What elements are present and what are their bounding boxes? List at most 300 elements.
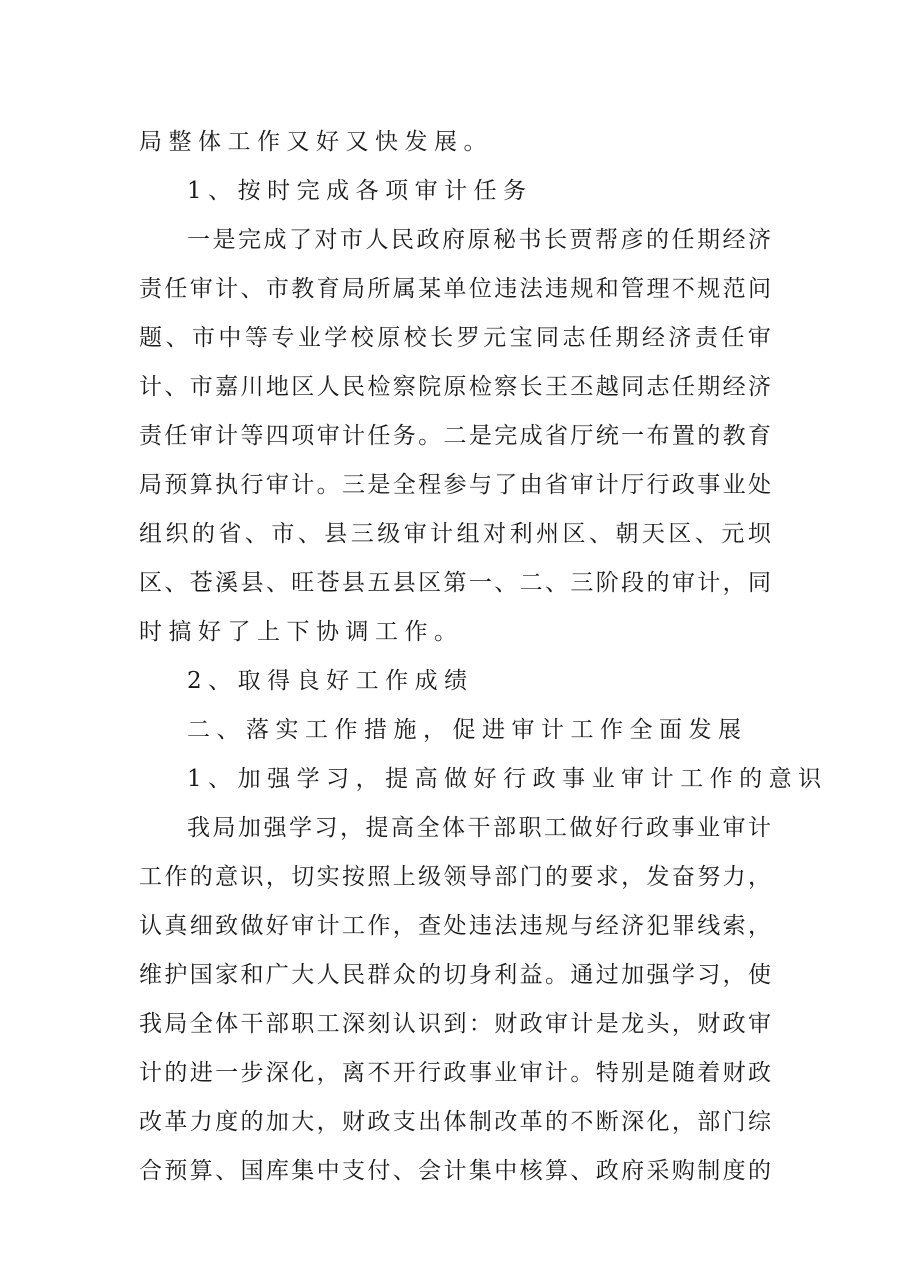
- glyph: 三: [342, 472, 365, 498]
- glyph: 线: [697, 913, 721, 939]
- glyph: 照: [367, 864, 391, 890]
- glyph: 意: [768, 766, 792, 792]
- glyph: 与: [570, 913, 594, 939]
- glyph: 丕: [570, 374, 594, 400]
- glyph: 和: [595, 276, 619, 302]
- glyph: 识: [240, 864, 264, 890]
- glyph: 求: [595, 864, 619, 890]
- glyph: 是: [212, 227, 236, 253]
- glyph: 施: [393, 717, 417, 743]
- glyph: 、: [165, 325, 189, 351]
- glyph: 计: [215, 423, 239, 449]
- glyph: 发: [646, 864, 670, 890]
- glyph: 调: [345, 619, 369, 645]
- glyph: 众: [392, 962, 416, 988]
- glyph: 长: [544, 227, 567, 253]
- glyph: 同: [536, 325, 560, 351]
- glyph: 业: [297, 325, 321, 351]
- glyph: 实: [275, 717, 299, 743]
- glyph: 越: [595, 374, 619, 400]
- glyph: 计: [748, 815, 771, 841]
- glyph: 教: [722, 423, 746, 449]
- glyph: ，: [671, 1011, 695, 1037]
- glyph: 提: [385, 766, 409, 792]
- glyph: 县: [240, 570, 264, 596]
- glyph: 政: [595, 1158, 619, 1184]
- glyph: 利: [509, 521, 533, 547]
- glyph: 集: [291, 1158, 315, 1184]
- glyph: 、: [265, 570, 289, 596]
- glyph: 深: [342, 1011, 365, 1037]
- glyph: 习: [697, 962, 721, 988]
- glyph: 志: [646, 374, 670, 400]
- glyph: 群: [367, 962, 391, 988]
- glyph: 是: [468, 423, 492, 449]
- glyph: 置: [671, 423, 695, 449]
- glyph: 展: [718, 717, 741, 743]
- glyph: 身: [468, 962, 492, 988]
- glyph: 中: [494, 1158, 518, 1184]
- glyph: 导: [468, 864, 492, 890]
- glyph: 业: [722, 472, 746, 498]
- glyph: 领: [443, 864, 467, 890]
- glyph: 好: [265, 913, 289, 939]
- glyph: 支: [342, 1158, 365, 1184]
- glyph: 长: [519, 374, 543, 400]
- glyph: 市: [340, 227, 363, 253]
- glyph: 查: [418, 913, 442, 939]
- glyph: ，: [316, 1109, 340, 1135]
- glyph: 单: [443, 276, 467, 302]
- glyph: 府: [442, 227, 465, 253]
- glyph: 题: [139, 325, 162, 351]
- glyph: 发: [404, 129, 428, 155]
- glyph: 程: [418, 472, 442, 498]
- glyph: 地: [265, 374, 289, 400]
- glyph: 下: [286, 619, 310, 645]
- glyph: 计: [545, 1060, 568, 1086]
- glyph: 处: [748, 472, 771, 498]
- glyph: 、: [545, 570, 568, 596]
- glyph: 刻: [367, 1011, 391, 1037]
- text-line: [139, 363, 771, 412]
- glyph: 又: [286, 129, 310, 155]
- glyph: 强: [267, 766, 291, 792]
- glyph: 维: [139, 962, 162, 988]
- glyph: ，: [671, 1109, 695, 1135]
- glyph: 事: [671, 815, 695, 841]
- glyph: 部: [493, 815, 516, 841]
- glyph: 计: [342, 423, 365, 449]
- glyph: 工: [355, 668, 379, 694]
- glyph: 行: [646, 472, 670, 498]
- glyph: 专: [271, 325, 295, 351]
- glyph: 的: [545, 1109, 568, 1135]
- glyph: 审: [621, 766, 645, 792]
- glyph: 会: [418, 1158, 442, 1184]
- glyph: 政: [416, 227, 440, 253]
- glyph: 作: [164, 864, 188, 890]
- glyph: 学: [289, 815, 312, 841]
- glyph: 务: [392, 423, 416, 449]
- glyph: 人: [365, 227, 389, 253]
- glyph: 法: [519, 276, 543, 302]
- glyph: 县: [324, 521, 348, 547]
- glyph: 济: [748, 374, 771, 400]
- glyph: 了: [289, 227, 312, 253]
- glyph: 革: [164, 1109, 188, 1135]
- glyph: 川: [240, 374, 264, 400]
- glyph: 秘: [493, 227, 516, 253]
- glyph: 工: [227, 129, 251, 155]
- glyph: 的: [748, 1158, 771, 1184]
- glyph: 计: [697, 570, 721, 596]
- glyph: ，: [316, 1060, 340, 1086]
- text-line: [139, 461, 771, 510]
- glyph: 校: [403, 325, 427, 351]
- glyph: 阶: [595, 570, 619, 596]
- glyph: 财: [342, 1109, 365, 1135]
- glyph: 任: [671, 374, 695, 400]
- glyph: 审: [189, 423, 213, 449]
- glyph: 组: [139, 521, 162, 547]
- glyph: 厅: [570, 423, 594, 449]
- glyph: 区: [668, 521, 692, 547]
- glyph: 上: [257, 619, 280, 645]
- glyph: 织: [165, 521, 189, 547]
- glyph: 。: [463, 129, 487, 155]
- glyph: 学: [671, 962, 695, 988]
- glyph: 苍: [189, 570, 213, 596]
- glyph: 长: [430, 325, 454, 351]
- glyph: 旺: [291, 570, 315, 596]
- glyph: 一: [215, 1060, 239, 1086]
- glyph: 对: [483, 521, 507, 547]
- glyph: 按: [237, 178, 261, 204]
- glyph: 计: [650, 766, 674, 792]
- glyph: 规: [697, 276, 721, 302]
- glyph: 执: [215, 472, 239, 498]
- glyph: 计: [215, 276, 239, 302]
- text-line: [139, 118, 771, 167]
- glyph: 、: [694, 521, 718, 547]
- glyph: 朝: [615, 521, 639, 547]
- glyph: 民: [342, 962, 365, 988]
- glyph: 苍: [316, 570, 340, 596]
- glyph: 审: [671, 570, 695, 596]
- glyph: 切: [291, 864, 315, 890]
- glyph: 完: [296, 178, 320, 204]
- glyph: 好: [326, 668, 350, 694]
- glyph: 、: [297, 521, 321, 547]
- glyph: 所: [367, 276, 391, 302]
- glyph: 、: [164, 570, 188, 596]
- glyph: 干: [467, 815, 491, 841]
- glyph: 索: [722, 913, 746, 939]
- glyph: 。: [316, 472, 340, 498]
- glyph: 原: [443, 374, 467, 400]
- glyph: 作: [600, 717, 623, 743]
- glyph: 学: [324, 325, 348, 351]
- glyph: 规: [570, 276, 594, 302]
- glyph: 区: [418, 570, 442, 596]
- glyph: ，: [748, 913, 771, 939]
- glyph: 坝: [747, 521, 771, 547]
- glyph: 行: [620, 815, 644, 841]
- glyph: 财: [494, 1011, 518, 1037]
- glyph: 政: [646, 815, 669, 841]
- glyph: 深: [265, 1060, 289, 1086]
- glyph: 审: [414, 178, 438, 204]
- glyph: 范: [722, 276, 746, 302]
- glyph: 违: [519, 913, 543, 939]
- glyph: 育: [748, 423, 771, 449]
- glyph: 改: [139, 1109, 162, 1135]
- glyph: 局: [212, 815, 236, 841]
- glyph: 加: [621, 962, 645, 988]
- glyph: 的: [646, 570, 670, 596]
- glyph: 随: [671, 1060, 695, 1086]
- glyph: 做: [569, 815, 593, 841]
- glyph: 事: [697, 472, 721, 498]
- glyph: 要: [570, 864, 594, 890]
- glyph: 、: [215, 1158, 239, 1184]
- glyph: 学: [296, 766, 320, 792]
- glyph: 努: [697, 864, 721, 890]
- glyph: 对: [314, 227, 338, 253]
- glyph: 政: [367, 1109, 391, 1135]
- glyph: 好: [473, 766, 497, 792]
- glyph: 区: [291, 374, 315, 400]
- glyph: 人: [316, 374, 340, 400]
- glyph: 的: [545, 864, 568, 890]
- glyph: 强: [646, 962, 670, 988]
- glyph: 志: [562, 325, 586, 351]
- glyph: 使: [748, 962, 771, 988]
- text-line: [139, 804, 771, 853]
- glyph: 段: [621, 570, 645, 596]
- glyph: 局: [139, 129, 162, 155]
- glyph: 不: [671, 276, 695, 302]
- glyph: 局: [342, 276, 365, 302]
- glyph: 政: [671, 472, 695, 498]
- glyph: 全: [416, 815, 440, 841]
- glyph: 书: [518, 227, 542, 253]
- glyph: 协: [316, 619, 339, 645]
- glyph: 二: [519, 570, 543, 596]
- glyph: 改: [494, 1109, 518, 1135]
- glyph: 行: [418, 1060, 442, 1086]
- glyph: 、: [208, 178, 232, 204]
- glyph: 家: [215, 962, 239, 988]
- glyph: 政: [722, 1011, 746, 1037]
- glyph: 特: [595, 1060, 619, 1086]
- glyph: 作: [367, 913, 391, 939]
- glyph: 违: [545, 276, 568, 302]
- glyph: 育: [316, 276, 340, 302]
- glyph: 宝: [509, 325, 533, 351]
- glyph: 局: [164, 1011, 188, 1037]
- text-line: [139, 412, 771, 461]
- glyph: 计: [316, 913, 340, 939]
- glyph: 察: [494, 374, 518, 400]
- text-line: [139, 608, 771, 657]
- glyph: 真: [164, 913, 188, 939]
- text-line: [139, 559, 771, 608]
- glyph: 预: [164, 1158, 188, 1184]
- glyph: 责: [694, 325, 718, 351]
- glyph: 任: [671, 227, 695, 253]
- glyph: ，: [340, 815, 363, 841]
- glyph: 作: [404, 619, 428, 645]
- glyph: 是: [367, 472, 391, 498]
- glyph: 审: [747, 325, 771, 351]
- text-line: [139, 902, 771, 951]
- glyph: 高: [414, 766, 438, 792]
- glyph: 是: [646, 1060, 670, 1086]
- glyph: 体: [215, 1011, 239, 1037]
- glyph: 财: [697, 1011, 721, 1037]
- glyph: 1: [187, 766, 202, 792]
- glyph: 力: [189, 1109, 213, 1135]
- glyph: ，: [722, 570, 746, 596]
- glyph: 务: [503, 178, 527, 204]
- glyph: 市: [265, 276, 289, 302]
- glyph: 绩: [444, 668, 468, 694]
- glyph: ，: [722, 962, 746, 988]
- glyph: 制: [468, 1109, 492, 1135]
- glyph: 作: [385, 668, 409, 694]
- glyph: 意: [215, 864, 239, 890]
- glyph: 认: [392, 1011, 416, 1037]
- text-line: [139, 706, 771, 755]
- glyph: 政: [443, 1060, 467, 1086]
- glyph: 化: [291, 1060, 315, 1086]
- glyph: 时: [267, 178, 291, 204]
- glyph: 利: [494, 962, 518, 988]
- glyph: 违: [494, 276, 518, 302]
- glyph: 了: [494, 472, 518, 498]
- glyph: 习: [314, 815, 338, 841]
- glyph: 罗: [456, 325, 480, 351]
- glyph: 细: [189, 913, 213, 939]
- text-line: [139, 657, 771, 706]
- glyph: 完: [494, 423, 518, 449]
- glyph: 二: [443, 423, 467, 449]
- glyph: 算: [189, 1158, 213, 1184]
- glyph: 济: [748, 227, 771, 253]
- glyph: 出: [418, 1109, 442, 1135]
- glyph: 政: [532, 766, 556, 792]
- glyph: 强: [263, 815, 287, 841]
- glyph: 。: [570, 1060, 594, 1086]
- glyph: 、: [494, 570, 518, 596]
- glyph: 事: [562, 766, 586, 792]
- glyph: 度: [722, 1158, 746, 1184]
- glyph: 、: [208, 766, 232, 792]
- glyph: 王: [545, 374, 568, 400]
- glyph: 落: [246, 717, 269, 743]
- glyph: 市: [191, 325, 215, 351]
- glyph: 断: [595, 1109, 619, 1135]
- glyph: 作: [334, 717, 358, 743]
- glyph: 通: [570, 962, 594, 988]
- glyph: 审: [545, 1011, 568, 1037]
- glyph: 等: [240, 423, 264, 449]
- glyph: 检: [367, 374, 391, 400]
- glyph: 元: [483, 325, 507, 351]
- glyph: 合: [139, 1158, 162, 1184]
- glyph: 措: [364, 717, 387, 743]
- glyph: 民: [391, 227, 414, 253]
- glyph: 的: [418, 962, 442, 988]
- text-line: [139, 951, 771, 1000]
- glyph: 行: [503, 766, 527, 792]
- glyph: 不: [570, 1109, 594, 1135]
- glyph: 加: [238, 815, 261, 841]
- glyph: 、: [164, 374, 188, 400]
- glyph: 的: [164, 1060, 188, 1086]
- glyph: 工: [342, 913, 365, 939]
- glyph: 工: [375, 619, 398, 645]
- glyph: 不: [367, 1060, 391, 1086]
- glyph: 期: [615, 325, 639, 351]
- glyph: 溪: [215, 570, 239, 596]
- glyph: 二: [187, 717, 210, 743]
- glyph: 力: [722, 864, 746, 890]
- glyph: 加: [265, 1109, 289, 1135]
- glyph: 展: [434, 129, 457, 155]
- glyph: 法: [494, 913, 518, 939]
- glyph: ，: [392, 913, 416, 939]
- glyph: 和: [240, 962, 264, 988]
- glyph: 一: [621, 423, 645, 449]
- glyph: 市: [189, 374, 213, 400]
- glyph: 、: [208, 668, 232, 694]
- glyph: 理: [646, 276, 670, 302]
- glyph: 行: [240, 472, 264, 498]
- glyph: 工: [570, 717, 594, 743]
- glyph: 计: [443, 1158, 467, 1184]
- glyph: 经: [641, 325, 665, 351]
- glyph: 校: [350, 325, 374, 351]
- glyph: 综: [748, 1109, 771, 1135]
- glyph: 任: [164, 423, 188, 449]
- glyph: 工: [544, 815, 567, 841]
- glyph: 问: [748, 276, 771, 302]
- glyph: 某: [418, 276, 442, 302]
- glyph: 上: [392, 864, 416, 890]
- text-line: [139, 1049, 771, 1098]
- text-line: [139, 1000, 771, 1049]
- glyph: 州: [536, 521, 560, 547]
- glyph: 期: [697, 227, 720, 253]
- glyph: 府: [621, 1158, 645, 1184]
- glyph: ：: [468, 1011, 492, 1037]
- glyph: 位: [468, 276, 492, 302]
- glyph: ，: [265, 864, 289, 890]
- glyph: 济: [668, 325, 692, 351]
- glyph: 省: [218, 521, 242, 547]
- glyph: 护: [164, 962, 188, 988]
- glyph: 购: [671, 1158, 695, 1184]
- glyph: 级: [377, 521, 401, 547]
- glyph: 同: [621, 374, 645, 400]
- glyph: 、: [244, 521, 268, 547]
- glyph: 时: [139, 619, 162, 645]
- glyph: 项: [291, 423, 315, 449]
- glyph: 广: [265, 962, 289, 988]
